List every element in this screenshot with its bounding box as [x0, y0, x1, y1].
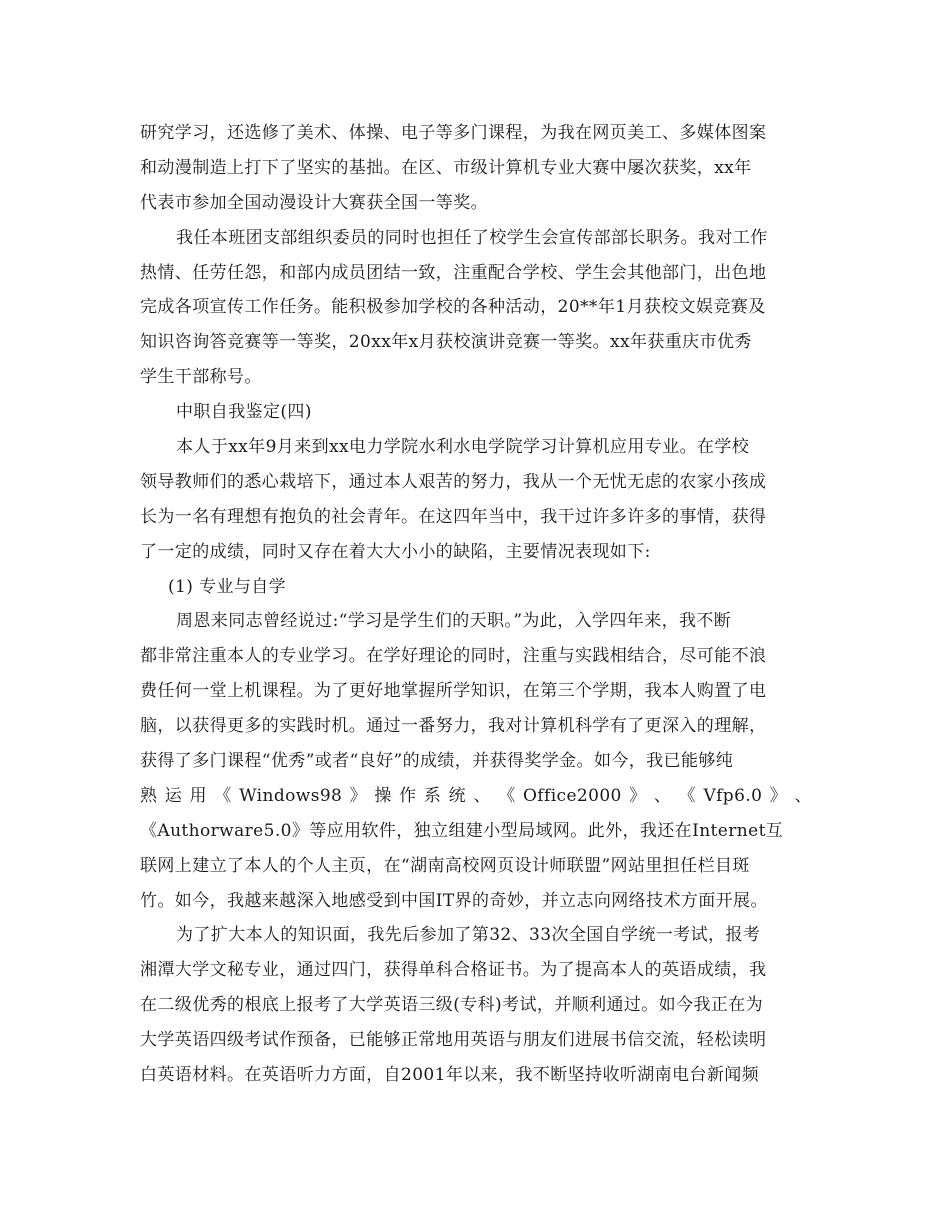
- text-line: 知识咨询答竞赛等一等奖，20xx年x月获校演讲竞赛一等奖。xx年获重庆市优秀: [140, 332, 752, 353]
- text-line: 学生干部称号。: [140, 367, 262, 388]
- text-line: 脑，以获得更多的实践时机。通过一番努力，我对计算机科学有了更深入的理解，: [140, 716, 767, 737]
- text-line: 获得了多门课程“优秀”或者“良好”的成绩，并获得奖学金。如今，我已能够纯: [140, 751, 734, 772]
- text-token: 《: [678, 785, 697, 806]
- text-line: 联网上建立了本人的个人主页，在“湖南高校网页设计师联盟”网站里担任栏目斑: [140, 855, 750, 876]
- subsection-heading: (1) 专业与自学: [168, 576, 287, 597]
- text-line: 在二级优秀的根底上报考了大学英语三级(专科)考试，并顺利通过。如今我正在为: [140, 995, 764, 1016]
- text-token: 》: [629, 785, 647, 806]
- text-token: 统: [448, 785, 467, 806]
- text-line: 《Authorware5.0》等应用软件，独立组建小型局域网。此外，我还在Internet互: [140, 820, 784, 841]
- text-token: Vfp6.0: [703, 785, 763, 806]
- text-token: Office2000: [522, 785, 622, 806]
- text-token: Windows98: [239, 785, 343, 806]
- text-line: 代表市参加全国动漫设计大赛获全国一等奖。: [140, 192, 488, 213]
- text-line: 白英语材料。在英语听力方面，自2001年以来，我不断坚持收听湖南电台新闻频: [140, 1065, 760, 1086]
- text-line: 长为一名有理想有抱负的社会青年。在这四年当中，我干过许多许多的事情，获得: [140, 506, 767, 527]
- text-line: 费任何一堂上机课程。为了更好地掌握所学知识，在第三个学期，我本人购置了电: [140, 681, 767, 702]
- text-line: 热情、任劳任怨，和部内成员团结一致，注重配合学校、学生会其他部门，出色地: [140, 262, 767, 283]
- text-token: 、: [653, 785, 672, 806]
- paragraph-start-line: 周恩来同志曾经说过:“学习是学生们的天职。”为此，入学四年来，我不断: [176, 611, 732, 632]
- text-line: 竹。如今，我越来越深入地感受到中国IT界的奇妙，并立志向网络技术方面开展。: [140, 890, 768, 911]
- paragraph-start-line: 我任本班团支部组织委员的同时也担任了校学生会宣传部部长职务。我对工作: [176, 227, 768, 248]
- text-token: 、: [794, 785, 812, 806]
- text-token: 运: [164, 785, 183, 806]
- text-line: 了一定的成绩，同时又存在着大大小小的缺陷，主要情况表现如下:: [140, 541, 651, 562]
- text-line: 湘潭大学文秘专业，通过四门，获得单科合格证书。为了提高本人的英语成绩，我: [140, 960, 767, 981]
- text-token: 用: [189, 785, 207, 806]
- text-token: 操: [374, 785, 392, 806]
- text-token: 熟: [140, 785, 158, 806]
- text-line: 大学英语四级考试作预备，已能够正常地用英语与朋友们进展书信交流，轻松读明: [140, 1030, 767, 1051]
- text-token: 《: [498, 785, 516, 806]
- text-token: 、: [473, 785, 491, 806]
- text-token: 《: [214, 785, 232, 806]
- text-line: 领导教师们的悉心栽培下，通过本人艰苦的努力，我从一个无忧无虑的农家小孩成: [140, 471, 767, 492]
- text-token: 作: [399, 785, 417, 806]
- text-token: 》: [349, 785, 368, 806]
- document-body: [140, 116, 812, 1093]
- paragraph-start-line: 为了扩大本人的知识面，我先后参加了第32、33次全国自学统一考试，报考: [176, 925, 761, 946]
- text-token: 》: [769, 785, 788, 806]
- section-heading: 中职自我鉴定(四): [176, 402, 312, 423]
- text-token: 系: [423, 785, 442, 806]
- justified-text-line: [140, 779, 812, 814]
- text-line: 研究学习，还选修了美术、体操、电子等多门课程，为我在网页美工、多媒体图案: [140, 123, 767, 143]
- text-line: 完成各项宣传工作任务。能积极参加学校的各种活动，20**年1月获校文娱竞赛及: [140, 297, 766, 318]
- text-line: 都非常注重本人的专业学习。在学好理论的同时，注重与实践相结合，尽可能不浪: [140, 646, 767, 667]
- paragraph-start-line: 本人于xx年9月来到xx电力学院水利水电学院学习计算机应用专业。在学校: [176, 437, 750, 458]
- text-line: 和动漫制造上打下了坚实的基拙。在区、市级计算机专业大赛中屡次获奖，xx年: [140, 157, 752, 178]
